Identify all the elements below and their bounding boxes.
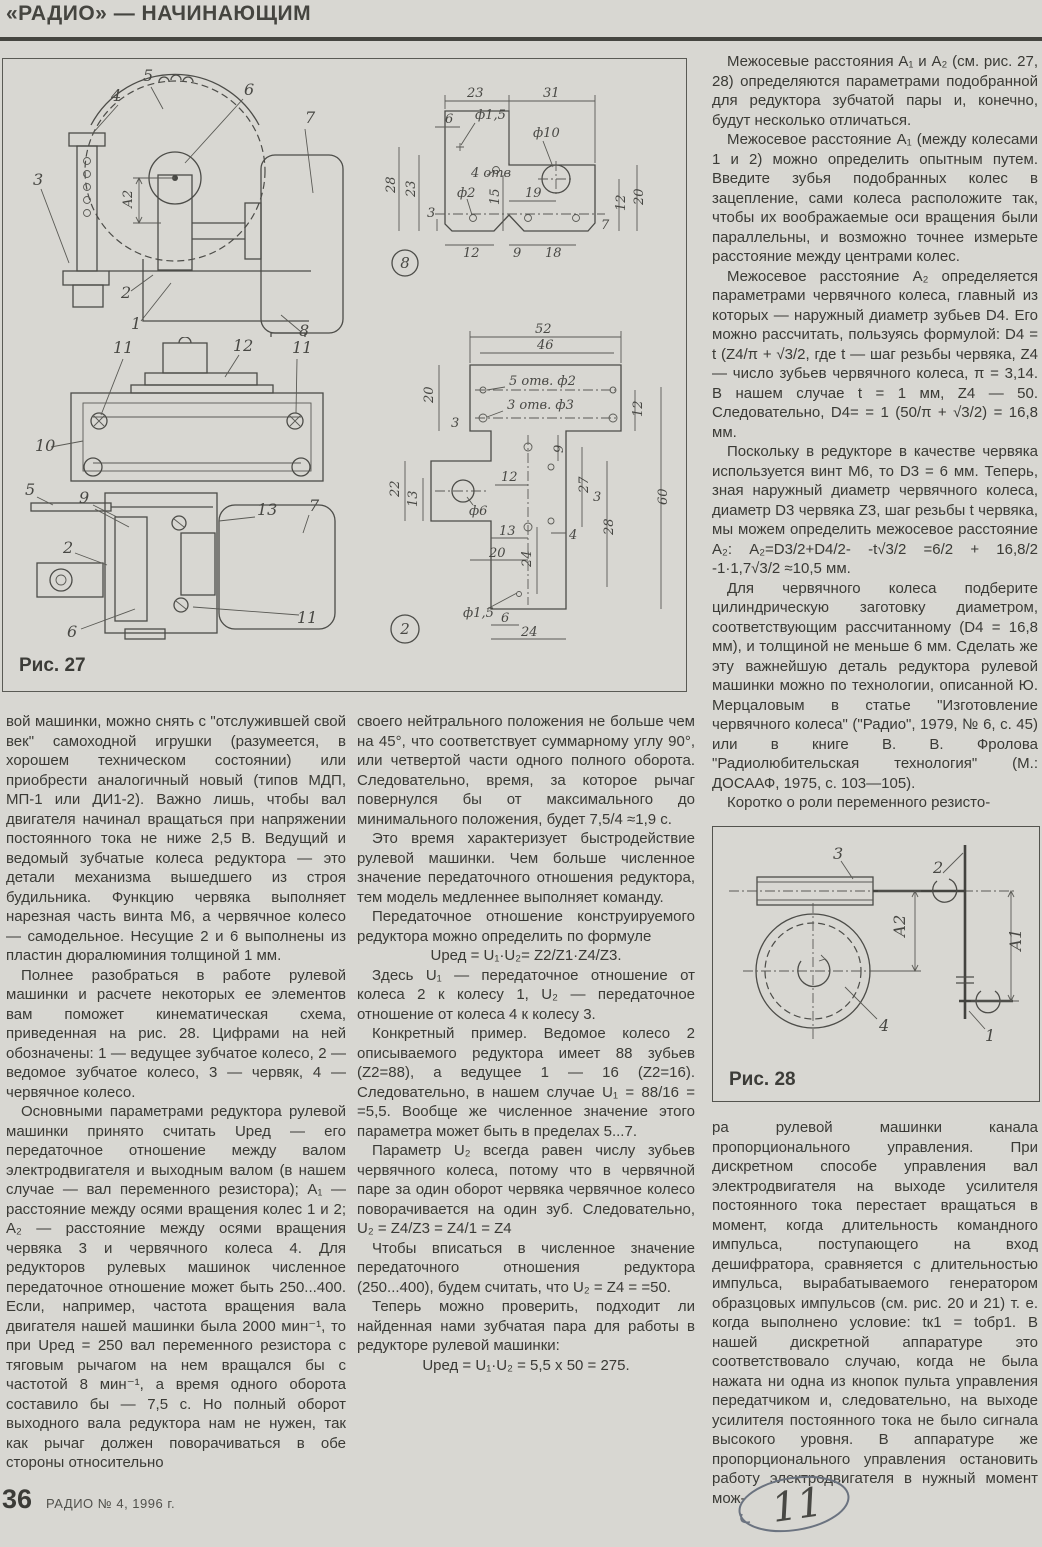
fig27-side-view-drawing bbox=[13, 63, 348, 337]
formula-gear-ratio-result: Uред = U₁·U₂ = 5,5 x 50 = 275. bbox=[422, 1356, 630, 1374]
paragraph: вой машинки, можно снять с "отслужившей свой век" самоходной игрушки (разумеется, в хорошем техническом состоянии) или приобрести аналогичный новый (типов МДП, МП-1 или ДИ1-2). Важно лишь, чтобы вал двигателя начинал вращаться при напряжении постоянного тока не ниже 2,5 В. Ведущий и ведомый зубчатые колеса редуктора — это детали механизма вышедшего из строя будильника. Функцию червяка выполняет нарезная часть винта М6, а червячное колесо — самодельное. Несущие 2 и 6 выполнены из пластин дюралюминия толщиной 1 мм. bbox=[6, 713, 346, 964]
fig28-drawing bbox=[713, 829, 1035, 1065]
plate8-drawing bbox=[375, 71, 675, 291]
dim-label bbox=[384, 176, 399, 194]
fig27-callout bbox=[299, 321, 309, 337]
dim-label bbox=[513, 246, 521, 261]
dim-label bbox=[488, 546, 506, 561]
fig27-caption: Рис. 27 bbox=[19, 655, 86, 676]
dim-label bbox=[632, 188, 647, 206]
fig28-caption: Рис. 28 bbox=[729, 1069, 796, 1090]
column-left bbox=[6, 712, 346, 1473]
fig27-callout bbox=[120, 283, 131, 302]
paragraph: Межосевое расстояние А₂ определяется параметрами червячного колеса, главный из которых — наружный диаметр зубьев D4. Его можно рассчитать, пользуясь формулой: D4 = t (Z4/π + √3/2, где t — шаг резьбы червяка, Z4 — число зубьев червячного колеса, π = 3,14. В нашем случае t = 1 мм, Z4 — 50. Следовательно, D4= = 1 (50/π + √3/2) = 16,8 мм. bbox=[712, 267, 1038, 441]
fig27-callout bbox=[67, 622, 77, 641]
paragraph: Поскольку в редукторе в качестве червяка используется винт М6, то D3 = 6 мм. Теперь, зная наружный диаметр червячного колеса, диаметр D3 червяка Z3, шаг резьбы t червяка, мы можем определить межосевое расстояние А₂: А₂=D3/2+D4/2- -t√3/2 =6/2 + 16,8/2 -1·1,7√3/2 ≈10,5 мм. bbox=[712, 443, 1038, 577]
dim-label bbox=[466, 86, 484, 101]
dim-label bbox=[463, 606, 494, 621]
fig27-callout bbox=[305, 108, 316, 127]
column-right-bottom bbox=[712, 1118, 1038, 1508]
fig28-callout-gear1 bbox=[985, 1026, 995, 1045]
dim-label bbox=[501, 470, 518, 485]
paragraph: Конкретный пример. Ведомое колесо 2 описываемого редуктора имеет 88 зубьев (Z2=88), а ведущее 1 — 16 (Z2=16). Следовательно, в нашем случае U₁ = 88/16 = =5,5. Вообще же численное значение этого параметра может быть в пределах 5...7. bbox=[357, 1025, 695, 1140]
paragraph: своего нейтрального положения не больше чем на 45°, что соответствует суммарному углу 90°, или четвертой части одного полного оборота. Следовательно, время, за которое рычаг повернулся бы от максимального до минимального положения, будет 7,5/4 ≈1,9 с. bbox=[357, 713, 695, 828]
dim-label bbox=[577, 476, 592, 494]
dim-label bbox=[509, 374, 576, 389]
handwritten-page-mark bbox=[728, 1462, 868, 1546]
dim-label bbox=[463, 246, 480, 261]
fig27-callout bbox=[143, 66, 153, 85]
fig27-callout bbox=[244, 80, 254, 99]
fig27-callout bbox=[62, 538, 73, 557]
paragraph: ра рулевой машинки канала пропорционального управления. При дискретном способе управления вал электродвигателя на выходе усилителя постоянного тока перестает вращаться в момент, когда длительность командного импульса, поступающего на вход дешифратора, сравняется с длительностью импульса, вырабатываемого генератором образцовых импульсов (см. рис. 20 и 21) т. е. когда выполнено условие: tк1 = tобр1. В нашей дискретной аппаратуре это соответствовало случаю, когда не была нажата ни одна из кнопок пульта управления передатчиком и, следовательно, на выходе усилителя постоянного тока не было сигнала высокого уровня. В аппаратуре же пропорционального управления остановить работу электродвигателя в нужный момент мож- bbox=[712, 1119, 1038, 1507]
dim-label bbox=[488, 188, 503, 205]
dim-label bbox=[631, 400, 646, 417]
dim-label bbox=[475, 108, 506, 123]
fig28-dim-a1 bbox=[1006, 929, 1025, 952]
dim-label bbox=[656, 488, 671, 505]
header-rule bbox=[0, 37, 1042, 41]
fig27-callout bbox=[257, 500, 277, 519]
paragraph: Здесь U₁ — передаточное отношение от колеса 2 к колесу 1, U₂ — передаточное отношение от колеса 4 к колесу 3. bbox=[357, 966, 695, 1023]
fig27-dim-a2 bbox=[121, 190, 136, 209]
paragraph: Межосевые расстояния А₁ и А₂ (см. рис. 27, 28) определяются параметрами подобранной для редуктора зубчатой пары и, конечно, будут несколько отличаться. bbox=[712, 53, 1038, 129]
dim-label bbox=[536, 338, 554, 353]
dim-label bbox=[422, 386, 437, 404]
handwritten-number bbox=[769, 1479, 826, 1532]
paragraph: Основными параметрами редуктора рулевой машинки принято считать Uред — его передаточное отношение между валом электродвигателя и выходным валом (в нашем случае — вал переменного резистора); А₁ — расстояние между осями вращения колес 1 и 2; А₂ — расстояние между осями вращения червяка 3 и червячного колеса 4. Для редукторов рулевых машинок численное передаточное отношение может быть 250...400. Если, например, частота вращения вала двигателя нашей машинки была 2000 мин⁻¹, то при Uред = 250 вал переменного резистора с тяговым рычагом на нем вращался бы с частотой 8 мин⁻¹, а время одного оборота составило бы — 7,5 с. Но полный оборот выходного вала редуктора нам не нужен, так как рычаг должен поворачиваться в обе стороны относительно bbox=[6, 1103, 346, 1471]
fig27-callout bbox=[309, 496, 320, 515]
dim-label bbox=[533, 126, 560, 141]
dim-label bbox=[601, 218, 610, 233]
column-middle bbox=[357, 712, 695, 1375]
figure-box-27 bbox=[2, 58, 687, 692]
dim-label bbox=[520, 625, 538, 640]
dim-label bbox=[543, 86, 560, 101]
dim-label bbox=[614, 194, 629, 211]
page-title: «РАДИО» — НАЧИНАЮЩИМ bbox=[6, 2, 312, 25]
fig27-callout bbox=[110, 86, 121, 105]
paragraph: Это время характеризует быстродействие рулевой машинки. Чем больше численное значение передаточного отношения редуктора, тем модель медленнее выполняет команду. bbox=[357, 830, 695, 906]
dim-label bbox=[499, 524, 516, 539]
paragraph: Для червячного колеса подберите цилиндрическую заготовку диаметром, соответствующим рассчитанному (D4 = 16,8 мм), и толщиной не меньше 6 мм. Сделать же эту важнейшую деталь редуктора рулевой машинки можно по технологии, описанной Ю. Мерцаловым в статье "Изготовление червячного колеса" ("Радио", 1979, № 6, с. 45) или в книге В. В. Фролова "Радиолюбительская технология" (М.: ДОСААФ, 1975, с. 103—105). bbox=[712, 579, 1038, 792]
fig27-callout bbox=[233, 337, 253, 355]
paragraph: Передаточное отношение конструируемого редуктора можно определить по формуле bbox=[357, 908, 695, 945]
dim-label bbox=[552, 445, 567, 453]
part-2-badge-label bbox=[399, 620, 410, 638]
paragraph: Межосевое расстояние А₁ (между колесами 1 и 2) можно определить опытным путем. Введите зубья подобранных колес в зацепление, сами колеса расположите так, чтобы их воображаемые оси вращения были параллельны, и возможно точнее измерьте расстояние между центрами колес. bbox=[712, 131, 1038, 265]
fig27-callout bbox=[131, 314, 141, 333]
paragraph: Теперь можно проверить, подходит ли найденная нами зубчатая пара для работы в редукторе рулевой машинки: bbox=[357, 1298, 695, 1354]
paragraph: Полнее разобраться в работе рулевой машинки и расчете некоторых ее элементов вам поможет кинематическая схема, приведенная на рис. 28. Цифрами на ней обозначены: 1 — ведущее зубчатое колесо, 2 — ведомое зубчатое колесо, 3 — червяк, 4 — червячное колесо. bbox=[6, 966, 346, 1101]
dim-label bbox=[545, 246, 562, 261]
part-8-badge-label bbox=[400, 254, 410, 272]
dim-label bbox=[507, 398, 574, 413]
fig28-dim-a2 bbox=[890, 915, 909, 938]
dim-label bbox=[520, 550, 535, 568]
figure-box-28 bbox=[712, 826, 1040, 1102]
fig28-callout-worm bbox=[833, 844, 843, 863]
dim-label bbox=[457, 186, 475, 201]
dim-label bbox=[501, 611, 509, 626]
dim-label bbox=[469, 504, 487, 519]
fig27-callout bbox=[79, 488, 89, 507]
dim-label bbox=[470, 166, 511, 181]
formula-gear-ratio: Uред = U₁·U₂= Z2/Z1·Z4/Z3. bbox=[430, 947, 622, 964]
dim-label bbox=[525, 186, 542, 201]
dim-label bbox=[445, 112, 453, 127]
dim-label bbox=[535, 322, 552, 337]
paragraph: Чтобы вписаться в численное значение передаточного отношения редуктора (250...400), будем считать, что U₂ = Z4 = =50. bbox=[357, 1239, 695, 1296]
paragraph: Параметр U₂ всегда равен числу зубьев червячного колеса, потому что в червячной паре за один оборот червяка червячное колесо поворачивается на один зуб. Следовательно, U₂ = Z4/Z3 = Z4/1 = Z4 bbox=[357, 1142, 695, 1237]
fig27-callout bbox=[33, 170, 43, 189]
plate2-drawing bbox=[375, 295, 680, 680]
dim-label bbox=[451, 416, 459, 431]
fig27-callout bbox=[113, 338, 133, 357]
dim-label bbox=[593, 490, 601, 505]
column-right-top bbox=[712, 52, 1038, 813]
dim-label bbox=[388, 480, 403, 498]
dim-label bbox=[602, 518, 617, 536]
dim-label bbox=[427, 206, 435, 221]
dim-label bbox=[404, 180, 419, 198]
fig27-callout bbox=[35, 436, 55, 455]
fig27-callout bbox=[292, 338, 312, 357]
fig28-callout-wheel bbox=[878, 1016, 889, 1035]
dim-label bbox=[568, 528, 577, 543]
fig27-callout bbox=[25, 480, 35, 499]
fig28-callout-gear2 bbox=[932, 858, 943, 877]
footer-page-number: 36 bbox=[2, 1484, 33, 1514]
footer-issue: РАДИО № 4, 1996 г. bbox=[46, 1496, 176, 1511]
dim-label bbox=[406, 490, 421, 507]
fig27-plan-view-drawing bbox=[13, 337, 348, 649]
fig27-callout bbox=[297, 608, 317, 627]
paragraph: Коротко о роли переменного резисто- bbox=[727, 794, 991, 811]
